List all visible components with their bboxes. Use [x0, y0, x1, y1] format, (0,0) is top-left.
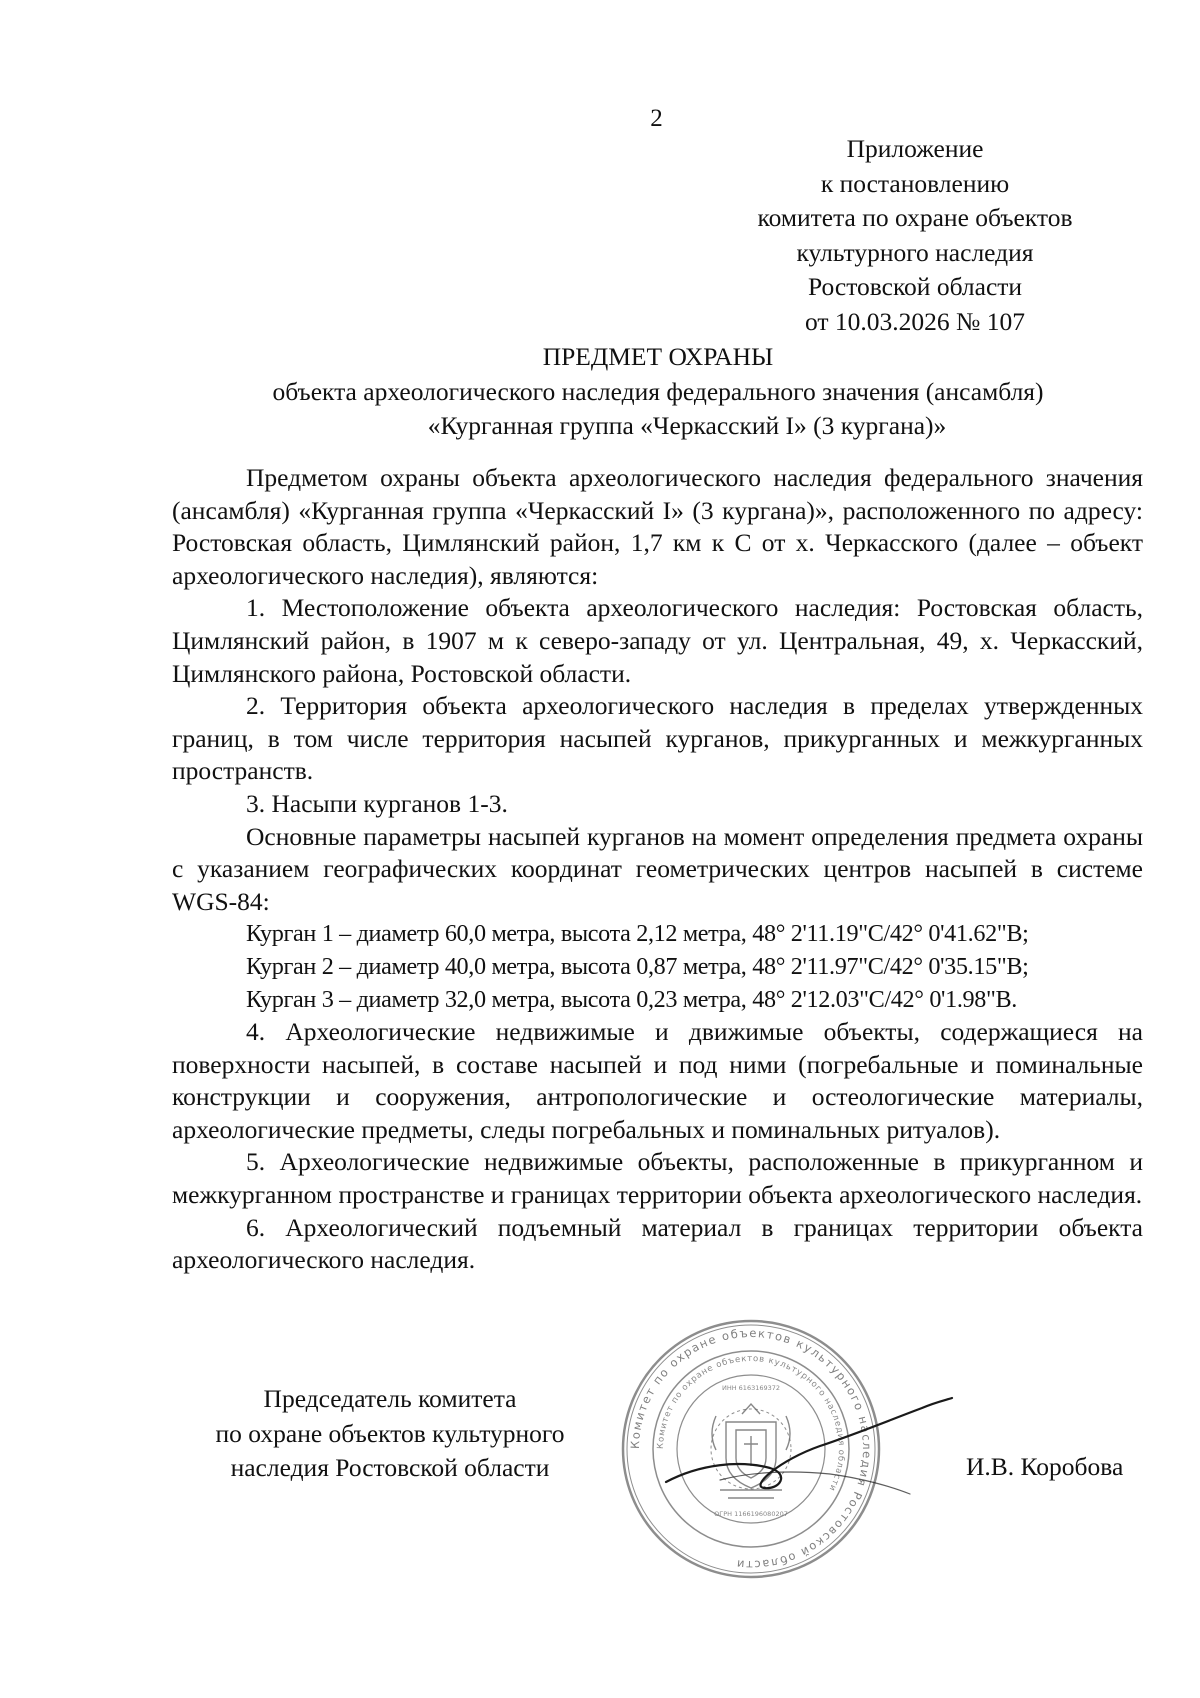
intro-paragraph: Предметом охраны объекта археологического наследия федерального значения (ансамбля) «Курганная группа «Черкасский I» (3 кургана)», расположенного по адресу: Ростовская область, Цимлянский район, 1,7 км к С от х. Черкасского (далее – объект археологического наследия), являются:	[172, 463, 1143, 590]
appendix-date-line: от 10.03.2026 № 107	[804, 306, 1025, 336]
document-title	[172, 340, 1144, 444]
appendix-header	[740, 132, 1090, 339]
signatory-position	[180, 1382, 600, 1486]
appendix-line: Приложение	[846, 134, 984, 163]
signatory-position-line: по охране объектов культурного	[215, 1418, 565, 1448]
document-body	[172, 462, 1143, 1277]
title-heading: ПРЕДМЕТ ОХРАНЫ	[542, 342, 774, 371]
title-object-name: «Курганная группа «Черкасский I» (3 кургана)»	[427, 411, 947, 440]
signatory-position-line: Председатель комитета	[263, 1384, 517, 1413]
item-2-paragraph: 2. Территория объекта археологического наследия в пределах утвержденных границ, в том числе территория насыпей курганов, прикурганных и межкурганных пространств.	[172, 691, 1143, 786]
appendix-line: к постановлению	[820, 168, 1010, 198]
item-1-paragraph: 1. Местоположение объекта археологического наследия: Ростовская область, Цимлянский район, в 1907 м к северо-западу от ул. Центральная, 49, х. Черкасский, Цимлянского района, Ростовской области.	[172, 593, 1143, 688]
page-number: 2	[650, 105, 663, 132]
item-4-paragraph: 4. Археологические недвижимые и движимые объекты, содержащиеся на поверхности насыпей, в составе насыпей и под ними (погребальные и поминальные конструкции и сооружения, антропологические и остеологические материалы, археологические предметы, следы погребальных и поминальных ритуалов).	[172, 1017, 1143, 1144]
appendix-line: культурного наследия	[796, 237, 1034, 267]
seal-outer-text: Комитет по охране объектов культурного наследия Ростовской области	[627, 1325, 875, 1573]
appendix-line: комитета по охране объектов	[757, 203, 1073, 232]
signer-name: И.В. Коробова	[966, 1452, 1124, 1481]
appendix-line: Ростовской области	[807, 272, 1023, 301]
item-6-paragraph: 6. Археологический подъемный материал в границах территории объекта археологического наследия.	[172, 1212, 1143, 1275]
seal-ogrn-text: ОГРН 1166196080207	[714, 1510, 788, 1518]
kurgan-1-line: Курган 1 – диаметр 60,0 метра, высота 2,12 метра, 48° 2'11.19"С/42° 0'41.62"В;	[246, 920, 1029, 948]
seal-inner-text: Комитет по охране объектов культурного наследия области	[655, 1353, 847, 1494]
title-subtitle: объекта археологического наследия федерального значения (ансамбля)	[272, 376, 1044, 406]
seal-inn-text: ИНН 6163169372	[721, 1384, 781, 1392]
kurgan-2-line: Курган 2 – диаметр 40,0 метра, высота 0,87 метра, 48° 2'11.97"С/42° 0'35.15"В;	[246, 952, 1029, 980]
kurgan-3-line: Курган 3 – диаметр 32,0 метра, высота 0,23 метра, 48° 2'12.03"С/42° 0'1.98"В.	[246, 985, 1018, 1013]
item-3-paragraph: 3. Насыпи курганов 1-3.	[246, 788, 508, 818]
handwritten-signature	[660, 1390, 960, 1530]
signatory-position-line: наследия Ростовской области	[230, 1453, 550, 1482]
parameters-paragraph: Основные параметры насыпей курганов на момент определения предмета охраны с указанием географических координат геометрических центров насыпей в системе WGS-84:	[172, 821, 1143, 916]
item-5-paragraph: 5. Археологические недвижимые объекты, расположенные в прикурганном и межкурганном пространстве и границах территории объекта археологического наследия.	[172, 1147, 1143, 1210]
